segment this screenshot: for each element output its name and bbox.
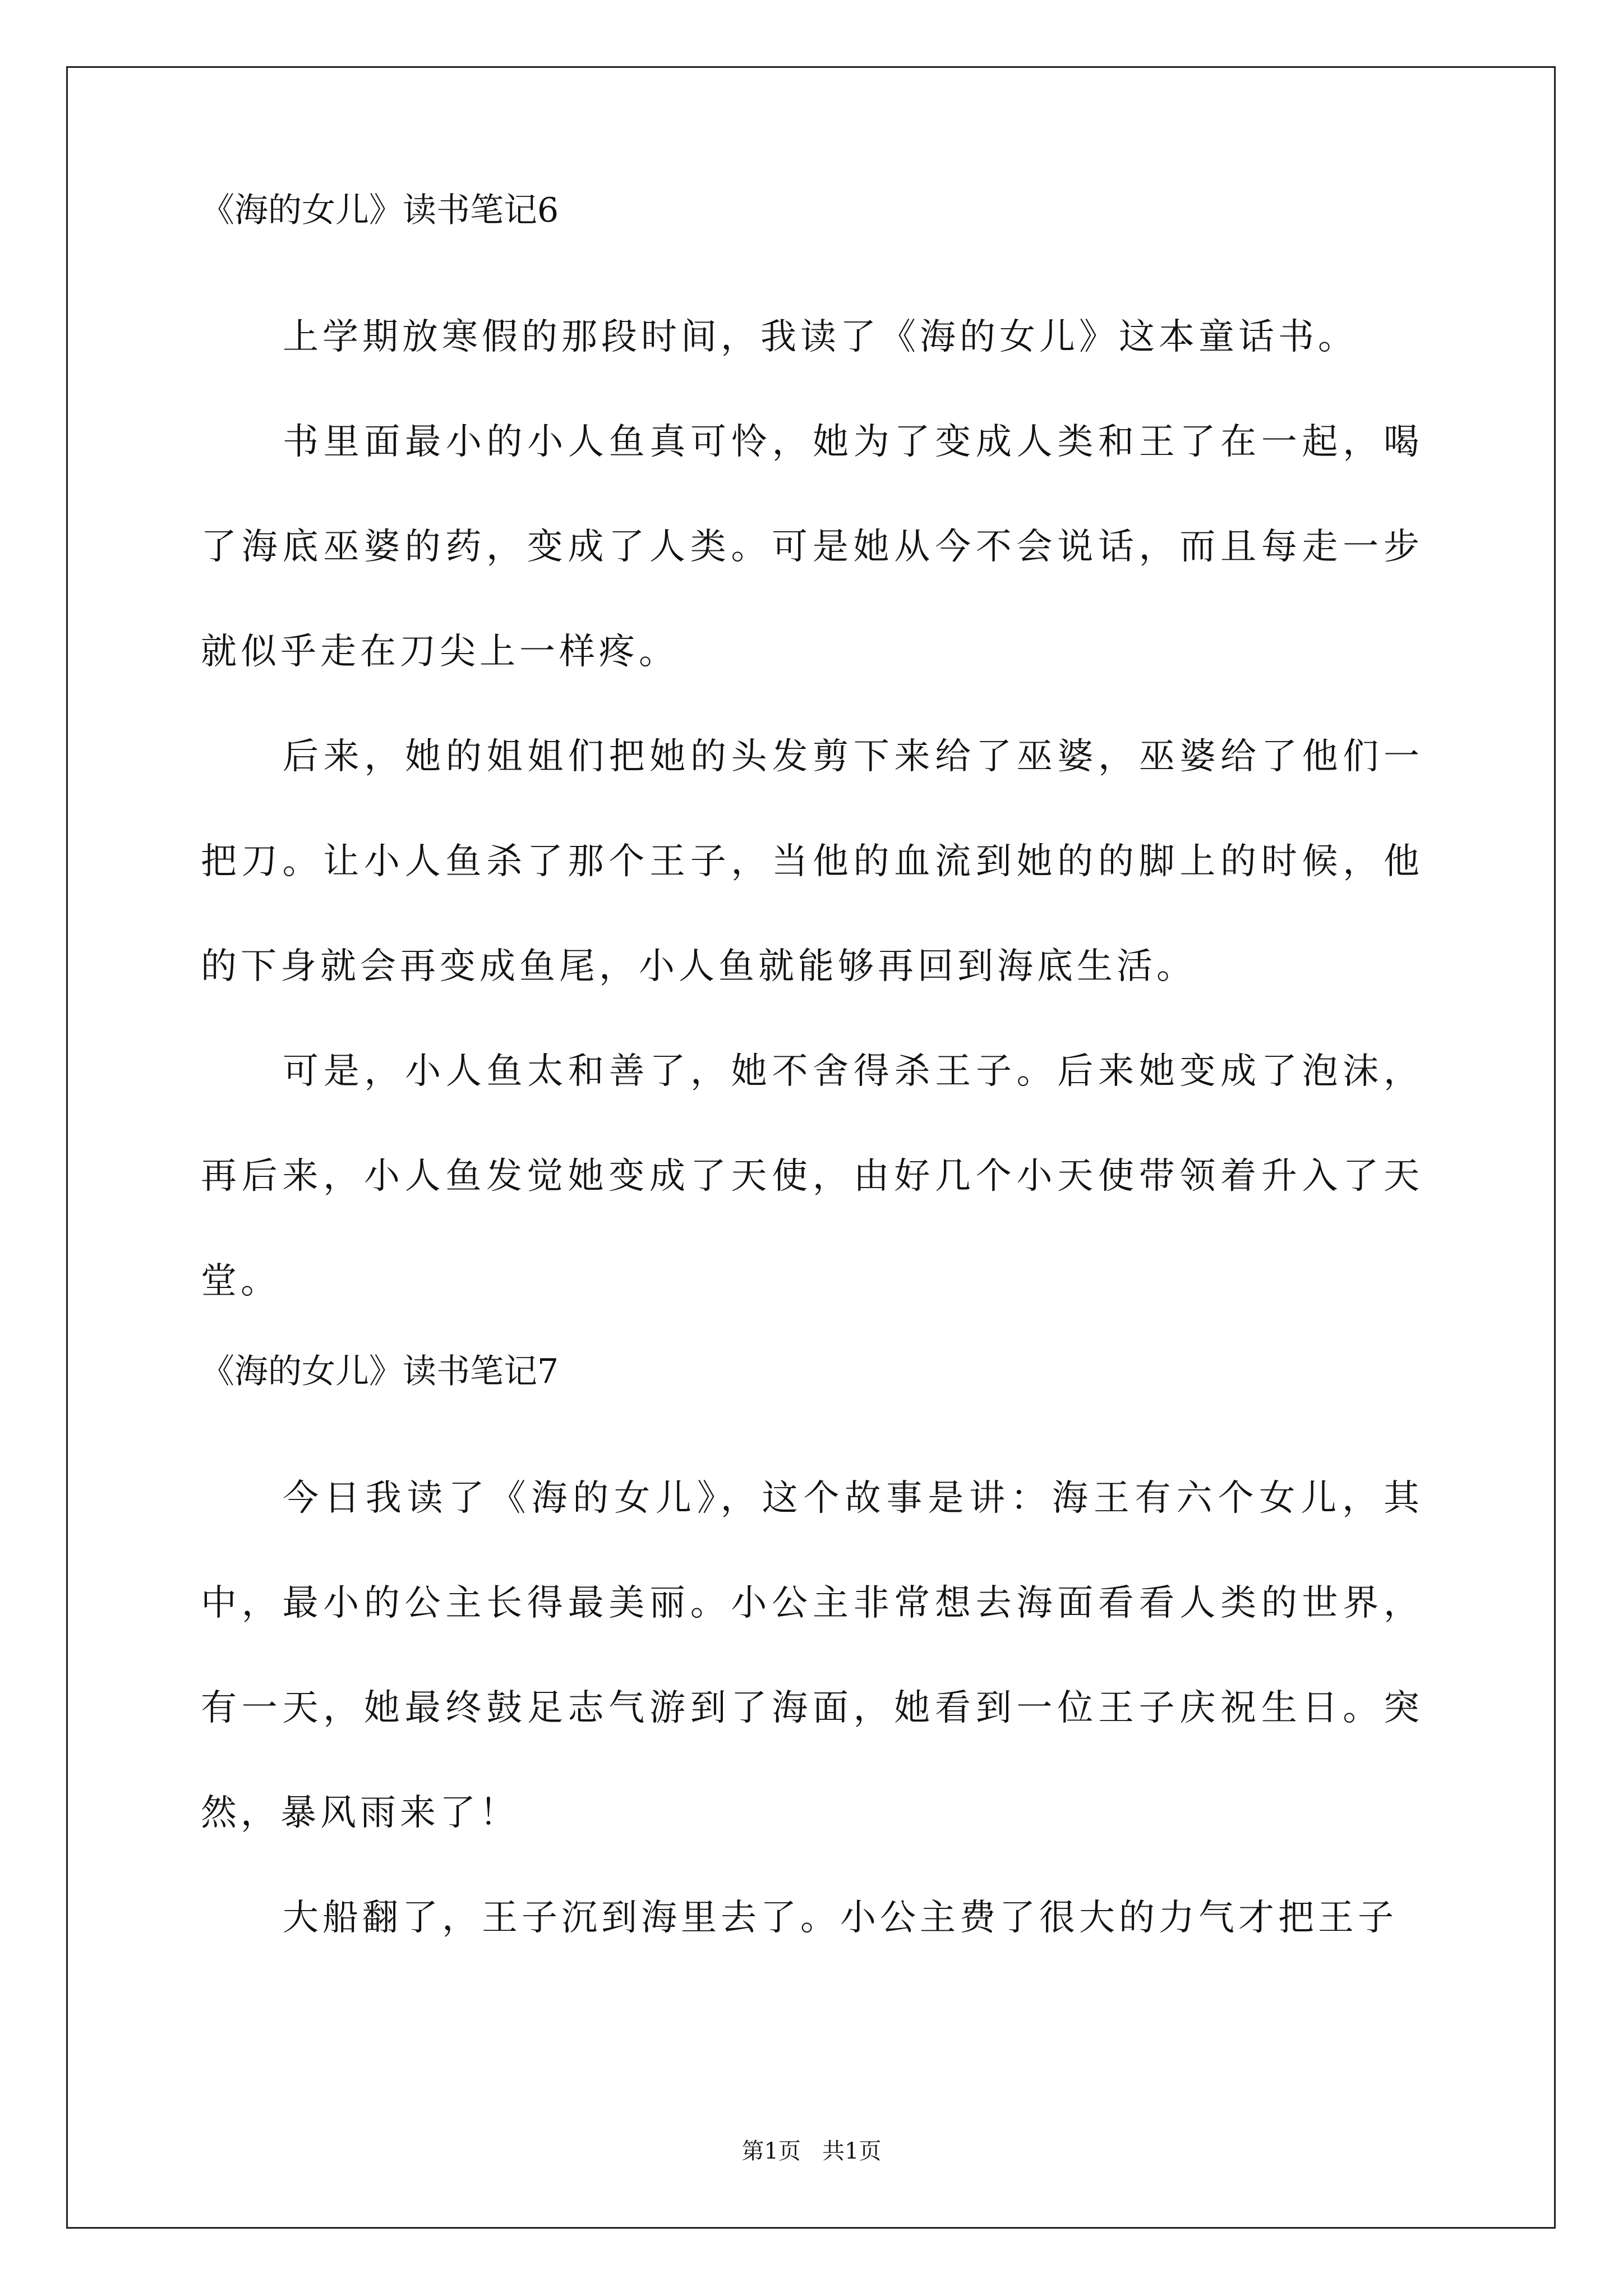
page-footer: 第1页 共1页 — [741, 2138, 882, 2164]
paragraph: 大船翻了，王子沉到海里去了。小公主费了很大的力气才把王子 — [283, 1897, 1398, 1939]
section-heading: 《海的女儿》读书笔记6 — [201, 191, 559, 230]
section-note-6 — [201, 185, 1423, 1334]
paragraph: 上学期放寒假的那段时间，我读了《海的女儿》这本童话书。 — [283, 316, 1358, 358]
document-body — [201, 185, 1423, 1983]
paragraph: 书里面最小的小人鱼真可怜，她为了变成人类和王了在一起，喝了海底巫婆的药，变成了人类。可是她从今不会说话，而且每走一步就似乎走在刀尖上一样疼。 — [201, 421, 1423, 673]
paragraph: 可是，小人鱼太和善了，她不舍得杀王子。后来她变成了泡沫，再后来，小人鱼发觉她变成了天使，由好几个小天使带领着升入了天堂。 — [201, 1051, 1423, 1302]
section-heading: 《海的女儿》读书笔记7 — [201, 1352, 559, 1391]
section-note-7 — [201, 1346, 1423, 1971]
paragraph: 今日我读了《海的女儿》，这个故事是讲：海王有六个女儿，其中，最小的公主长得最美丽。小公主非常想去海面看看人类的世界，有一天，她最终鼓足志气游到了海面，她看到一位王子庆祝生日。突然，暴风雨来了！ — [201, 1478, 1423, 1834]
paragraph: 后来，她的姐姐们把她的头发剪下来给了巫婆，巫婆给了他们一把刀。让小人鱼杀了那个王子，当他的血流到她的的脚上的时候，他的下身就会再变成鱼尾，小人鱼就能够再回到海底生活。 — [201, 736, 1423, 987]
